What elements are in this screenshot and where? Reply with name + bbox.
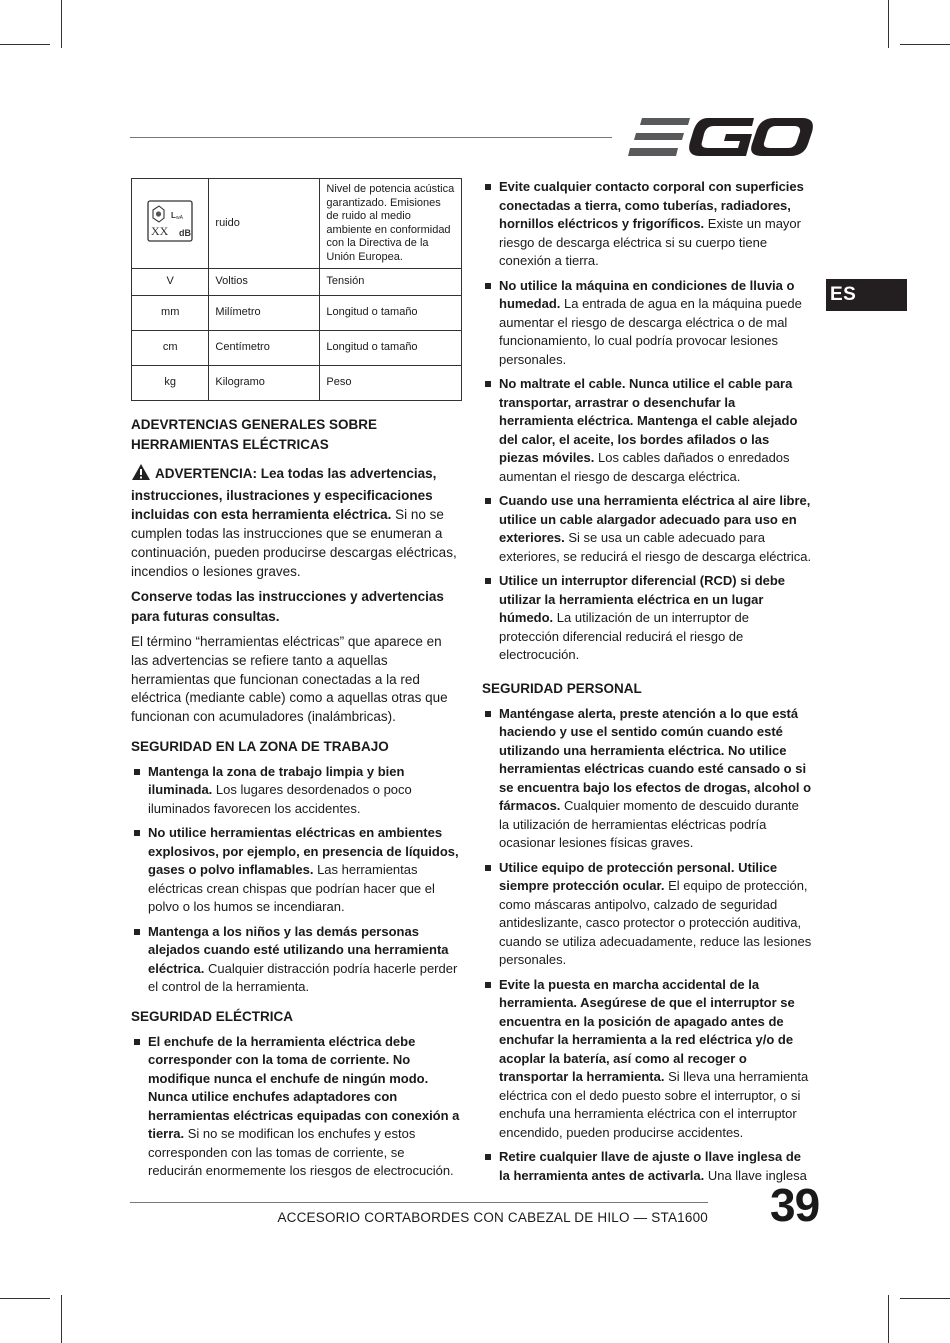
item-bold: Manténgase alerta, preste atención a lo que está haciendo y use el sentido común cuando esté utilizando una herramienta eléctrica. No utilice herramientas eléctricas cuando esté cansado o si se encuentra bajo los efectos de drogas, alcohol o fármacos. — [499, 705, 812, 813]
warning-bold-text: Lea todas las advertencias, instrucciones, ilustraciones y especificaciones incluidas con esta herramienta eléctrica. — [131, 466, 437, 522]
table-cell-symbol: V — [132, 269, 209, 296]
item-bold: Mantenga a los niños y las demás personas alejados cuando esté utilizando una herramienta eléctrica. — [148, 923, 449, 976]
item-text: Cualquier momento de descuido durante la utilización de herramientas eléctricas podría ocasionar lesiones físicas graves. — [499, 798, 799, 850]
list-item — [482, 277, 812, 370]
bullet-icon — [485, 283, 491, 289]
item-text: Cualquier distracción podría hacerle perder el control de la herramienta. — [148, 960, 458, 995]
table-cell-symbol: cm — [132, 331, 209, 366]
table-row — [132, 179, 462, 269]
svg-text:dB: dB — [179, 228, 192, 239]
language-tab: ES — [826, 279, 907, 311]
keep-instructions: Conserve todas las instrucciones y advertencias para futuras consultas. — [131, 589, 444, 624]
table-cell-symbol: kg — [132, 366, 209, 401]
item-bold: Retire cualquier llave de ajuste o llave inglesa de la herramienta antes de activarla. — [499, 1149, 802, 1183]
bullet-icon — [134, 769, 140, 775]
noise-value: XX — [151, 224, 169, 239]
list-item — [482, 859, 812, 970]
header-rule — [130, 137, 612, 138]
item-text: La utilización de un interruptor de protección diferencial reducirá el riesgo de electrocución. — [499, 610, 750, 662]
sound-power-icon — [147, 200, 193, 242]
list-item — [131, 824, 462, 917]
bullet-icon — [485, 381, 491, 387]
item-bold: Utilice equipo de protección personal. Utilice siempre protección ocular. — [499, 859, 778, 893]
item-text: Si se usa un cable adecuado para exteriores, se reducirá el riesgo de descarga eléctrica. — [499, 530, 812, 564]
table-cell-desc: Longitud o tamaño — [320, 296, 462, 331]
warning-text: Si no se cumplen todas las instrucciones que se enumeran a continuación, pueden producirse descargas eléctricas, incendios o lesiones graves. — [131, 507, 457, 579]
electrical-list-right — [482, 178, 812, 665]
personal-list — [482, 705, 812, 1186]
item-bold: No utilice la máquina en condiciones de lluvia o humedad. — [499, 277, 795, 311]
table-cell-name: Kilogramo — [209, 366, 320, 401]
item-text: Si lleva una herramienta eléctrica con el dedo puesto sobre el interruptor, o si enchufa una herramienta eléctrica con el interruptor encendido, pueden producirse accidentes. — [499, 1069, 809, 1140]
ego-logo — [628, 116, 814, 158]
page-number: 39 — [770, 1179, 820, 1231]
svg-text:L: L — [171, 211, 177, 221]
noise-symbol-cell — [132, 179, 209, 269]
crop-mark — [888, 1295, 889, 1343]
symbols-table — [131, 178, 462, 401]
bullet-icon — [485, 578, 491, 584]
list-item — [482, 705, 812, 853]
table-cell-name: Voltios — [209, 269, 320, 296]
item-bold: Cuando use una herramienta eléctrica al aire libre, utilice un cable alargador adecuado para uso en exteriores. — [499, 493, 811, 545]
item-text: Los cables dañados o enredados aumentan el riesgo de descarga eléctrica. — [499, 450, 790, 484]
bullet-icon — [485, 184, 491, 190]
bullet-icon — [134, 929, 140, 935]
svg-text:wA: wA — [176, 215, 184, 222]
crop-mark — [900, 44, 950, 45]
table-row — [132, 331, 462, 366]
list-item — [482, 1148, 812, 1185]
item-text: Si no se modifican los enchufes y estos corresponden con las tomas de corriente, se reducirán enormemente los riesgos de electrocución. — [148, 1126, 454, 1179]
footer-rule — [130, 1202, 708, 1203]
table-cell-desc: Peso — [320, 366, 462, 401]
bullet-icon — [485, 498, 491, 504]
item-bold: Utilice un interruptor diferencial (RCD) si debe utilizar la herramienta eléctrica en un lugar húmedo. — [499, 573, 786, 625]
bullet-icon — [485, 711, 491, 717]
electrical-list-left — [131, 1033, 462, 1181]
warning-paragraph — [131, 463, 462, 581]
work-area-heading: SEGURIDAD EN LA ZONA DE TRABAJO — [131, 738, 389, 754]
bullet-icon — [485, 865, 491, 871]
item-text: Existe un mayor riesgo de descarga eléctrica si su cuerpo tiene conexión a tierra. — [499, 216, 801, 268]
item-bold: Evite la puesta en marcha accidental de la herramienta. Asegúrese de que el interruptor se encuentra en la posición de apagado antes de enchufar la herramienta a la red eléctrica y/o de acoplar la batería, así como al recoger o transportar la herramienta. — [499, 976, 795, 1084]
item-text: Los lugares desordenados o poco iluminados favorecen los accidentes. — [148, 782, 412, 816]
table-row — [132, 366, 462, 401]
table-cell-desc: Nivel de potencia acústica garantizado. Emisiones de ruido al medio ambiente en conformidad con la Directiva de la Unión Europea. — [320, 179, 462, 269]
crop-mark — [0, 44, 50, 45]
electrical-safety-heading: SEGURIDAD ELÉCTRICA — [131, 1008, 294, 1024]
footer-title: ACCESORIO CORTABORDES CON CABEZAL DE HILO — STA1600 — [277, 1210, 708, 1225]
list-item — [482, 492, 812, 566]
list-item — [482, 178, 812, 271]
table-row — [132, 269, 462, 296]
bullet-icon — [134, 1039, 140, 1045]
item-bold: Mantenga la zona de trabajo limpia y bien iluminada. — [148, 763, 405, 798]
item-text: El equipo de protección, como máscaras antipolvo, calzado de seguridad antideslizante, casco protector o protección auditiva, cuando se utiliza adecuadamente, reduce las lesiones personales. — [499, 878, 812, 967]
list-item — [131, 923, 462, 997]
warning-triangle-icon — [131, 463, 151, 486]
right-column — [482, 178, 812, 1191]
crop-mark — [0, 1298, 50, 1299]
table-cell-desc: Longitud o tamaño — [320, 331, 462, 366]
personal-safety-heading: SEGURIDAD PERSONAL — [482, 680, 642, 696]
item-bold: No maltrate el cable. Nunca utilice el cable para transportar, arrastrar o desenchufar la herramienta eléctrica. Mantenga el cable alejado del calor, el aceite, los bordes afilados o las piezas móviles. — [499, 376, 798, 465]
bullet-icon — [485, 982, 491, 988]
bullet-icon — [485, 1154, 491, 1160]
list-item — [482, 375, 812, 486]
list-item — [482, 572, 812, 665]
list-item — [131, 1033, 462, 1181]
list-item — [131, 763, 462, 819]
list-item — [482, 976, 812, 1143]
item-text: La entrada de agua en la máquina puede aumentar el riesgo de descarga eléctrica o de mal funcionamiento, lo cual podría provocar lesiones personales. — [499, 296, 802, 367]
item-bold: El enchufe de la herramienta eléctrica debe corresponder con la toma de corriente. No modifique nunca el enchufe de ningún modo. Nunca utilice enchufes adaptadores con herramientas eléctricas equipadas con conexión a tierra. — [148, 1033, 460, 1142]
table-cell-name: Milímetro — [209, 296, 320, 331]
table-cell-name: Centímetro — [209, 331, 320, 366]
work-area-list — [131, 763, 462, 997]
crop-mark — [61, 0, 62, 48]
table-row — [132, 296, 462, 331]
item-text: Las herramientas eléctricas crean chispas que podrían hacer que el polvo o los humos se incendiaran. — [148, 862, 435, 915]
item-text: Una llave inglesa — [704, 1167, 807, 1183]
left-column — [131, 178, 462, 1187]
item-bold: Evite cualquier contacto corporal con superficies conectadas a tierra, como tuberías, radiadores, hornillos eléctricos y frigoríficos. — [499, 179, 804, 231]
warning-label: ADVERTENCIA: — [155, 466, 258, 481]
crop-mark — [61, 1295, 62, 1343]
table-cell-desc: Tensión — [320, 269, 462, 296]
crop-mark — [888, 0, 889, 48]
crop-mark — [900, 1298, 950, 1299]
general-warnings-heading: ADEVRTENCIAS GENERALES SOBRE HERRAMIENTAS ELÉCTRICAS — [131, 417, 378, 452]
table-cell-symbol: mm — [132, 296, 209, 331]
item-bold: No utilice herramientas eléctricas en ambientes explosivos, por ejemplo, en presencia de líquidos, gases o polvo inflamables. — [148, 825, 459, 878]
table-cell-name: ruido — [209, 179, 320, 269]
term-paragraph: El término “herramientas eléctricas” que aparece en las advertencias se refiere tanto a aquellas herramientas que funcionan conectadas a la red eléctrica (mediante cable) como a aquellas otras que funcionan con acumuladores (inalámbricas). — [131, 634, 448, 725]
bullet-icon — [134, 830, 140, 836]
